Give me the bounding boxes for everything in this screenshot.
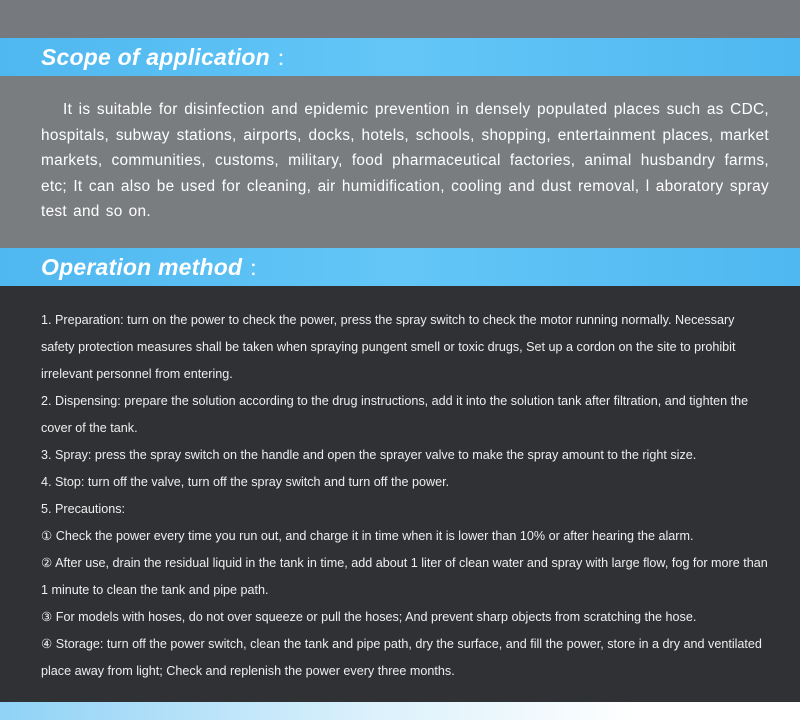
step-precautions: 5. Precautions: xyxy=(41,502,126,516)
bottom-gradient-band xyxy=(0,702,800,720)
precaution-hoses: ③ For models with hoses, do not over squeeze or pull the hoses; And prevent sharp objects from scratching the hose. xyxy=(41,610,697,624)
step-stop: 4. Stop: turn off the valve, turn off the spray switch and turn off the power. xyxy=(41,475,450,489)
step-dispensing: 2. Dispensing: prepare the solution according to the drug instructions, add it into the solution tank after filtration, and tighten the cover of the tank. xyxy=(41,394,749,435)
operation-header xyxy=(0,248,800,286)
scope-paragraph: It is suitable for disinfection and epidemic prevention in densely populated places such as CDC, hospitals, subway stations, airports, docks, hotels, schools, shopping, entertainment places, market markets, communities, customs, military, food pharmaceutical factories, animal husbandry farms, etc; It can also be used for cleaning, air humidification, cooling and dust removal, l aboratory spray test and so on. xyxy=(41,101,769,220)
step-spray: 3. Spray: press the spray switch on the handle and open the sprayer valve to make the spray amount to the right size. xyxy=(41,448,697,462)
precaution-storage: ④ Storage: turn off the power switch, clean the tank and pipe path, dry the surface, and fill the power, store in a dry and ventilated place away from light; Check and replenish the power every three months. xyxy=(41,637,762,678)
precaution-charging: ① Check the power every time you run out, and charge it in time when it is lower than 10% or after hearing the alarm. xyxy=(41,529,694,543)
precaution-cleaning: ② After use, drain the residual liquid in the tank in time, add about 1 liter of clean water and spray with large flow, fog for more than 1 minute to clean the tank and pipe path. xyxy=(41,556,768,597)
scope-header xyxy=(0,38,800,76)
operation-title-colon: ： xyxy=(248,255,271,281)
scope-title-colon: ： xyxy=(275,45,298,71)
operation-title: Operation method xyxy=(41,253,243,280)
scope-title: Scope of application xyxy=(41,43,270,70)
operation-steps-list xyxy=(41,307,771,685)
top-band xyxy=(0,0,800,38)
step-preparation: 1. Preparation: turn on the power to check the power, press the spray switch to check the motor running normally. Necessary safety protection measures shall be taken when spraying pungent smell or toxic drugs, Set up a cordon on the site to prohibit irrelevant personnel from entering. xyxy=(41,313,736,381)
